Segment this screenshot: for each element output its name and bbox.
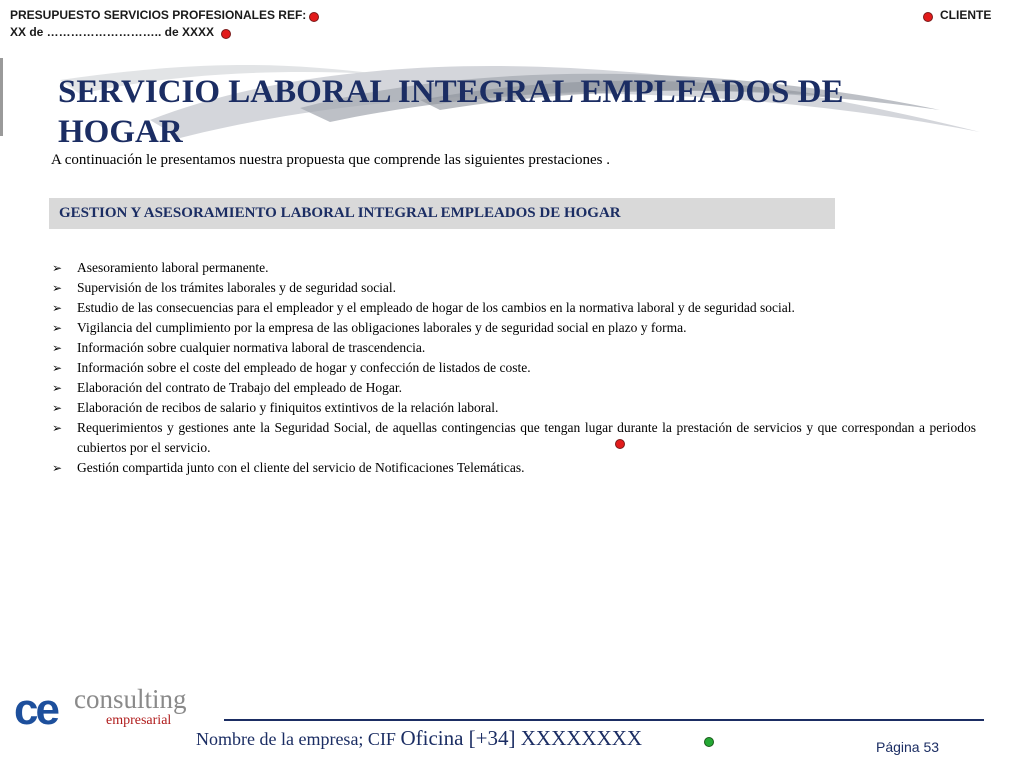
company-name: Nombre de la empresa; CIF — [196, 729, 396, 749]
arrow-bullet-icon: ➢ — [52, 381, 63, 395]
list-item-text: Supervisión de los trámites laborales y de seguridad social. — [77, 280, 397, 295]
left-edge-bar — [0, 58, 3, 136]
list-item — [52, 298, 976, 318]
arrow-bullet-icon: ➢ — [52, 301, 63, 315]
page-number: Página 53 — [876, 739, 940, 755]
services-list — [52, 258, 976, 478]
list-item-text: Elaboración de recibos de salario y finiquitos extintivos de la relación laboral. — [77, 400, 499, 415]
list-item-text: Información sobre cualquier normativa laboral de trascendencia. — [77, 340, 426, 355]
page-title: SERVICIO LABORAL INTEGRAL EMPLEADOS DE HOGAR — [58, 74, 844, 150]
list-item — [52, 278, 976, 298]
list-item-text: Gestión compartida junto con el cliente del servicio de Notificaciones Telemáticas. — [77, 460, 525, 475]
arrow-bullet-icon: ➢ — [52, 461, 63, 475]
list-item-text: Vigilancia del cumplimiento por la empresa de las obligaciones laborales y de seguridad social en plazo y forma. — [77, 320, 687, 335]
list-item — [52, 258, 976, 278]
list-item-text: Asesoramiento laboral permanente. — [77, 260, 269, 275]
list-item — [52, 358, 976, 378]
arrow-bullet-icon: ➢ — [52, 261, 63, 275]
red-dot-icon — [615, 439, 625, 449]
green-dot-icon — [704, 737, 714, 747]
company-office-phone: Oficina [+34] XXXXXXXX — [400, 726, 643, 750]
footer-company — [196, 726, 642, 751]
list-item — [52, 378, 976, 398]
list-item — [52, 398, 976, 418]
logo-mark: ce — [14, 685, 57, 730]
arrow-bullet-icon: ➢ — [52, 281, 63, 295]
header-client: CLIENTE — [940, 8, 992, 22]
logo-word-empresarial: empresarial — [106, 713, 172, 728]
header-date: XX de ……………………….. de XXXX — [10, 25, 215, 39]
list-item-text: Información sobre el coste del empleado de hogar y confección de listados de coste. — [77, 360, 531, 375]
arrow-bullet-icon: ➢ — [52, 361, 63, 375]
arrow-bullet-icon: ➢ — [52, 321, 63, 335]
list-item-text: Requerimientos y gestiones ante la Seguridad Social, de aquellas contingencias que tengan lugar durante la prestación de servicios y que correspondan a periodos cubiertos por el servicio. — [77, 420, 976, 455]
footer-rule — [224, 719, 984, 721]
red-dot-icon — [309, 12, 319, 22]
arrow-bullet-icon: ➢ — [52, 401, 63, 415]
company-logo — [14, 684, 214, 730]
list-item — [52, 458, 976, 478]
red-dot-icon — [923, 12, 933, 22]
arrow-bullet-icon: ➢ — [52, 341, 63, 355]
logo-word-consulting: consulting — [74, 684, 187, 714]
header-reference: PRESUPUESTO SERVICIOS PROFESIONALES REF: — [10, 8, 307, 22]
list-item — [52, 418, 976, 458]
list-item — [52, 338, 976, 358]
list-item — [52, 318, 976, 338]
section-heading: GESTION Y ASESORAMIENTO LABORAL INTEGRAL EMPLEADOS DE HOGAR — [49, 198, 835, 229]
intro-text: A continuación le presentamos nuestra propuesta que comprende las siguientes prestaciones . — [51, 152, 610, 168]
red-dot-icon — [221, 29, 231, 39]
list-item-text: Estudio de las consecuencias para el empleador y el empleado de hogar de los cambios en la normativa laboral y de seguridad social. — [77, 300, 795, 315]
list-item-text: Elaboración del contrato de Trabajo del empleado de Hogar. — [77, 380, 403, 395]
arrow-bullet-icon: ➢ — [52, 421, 63, 435]
